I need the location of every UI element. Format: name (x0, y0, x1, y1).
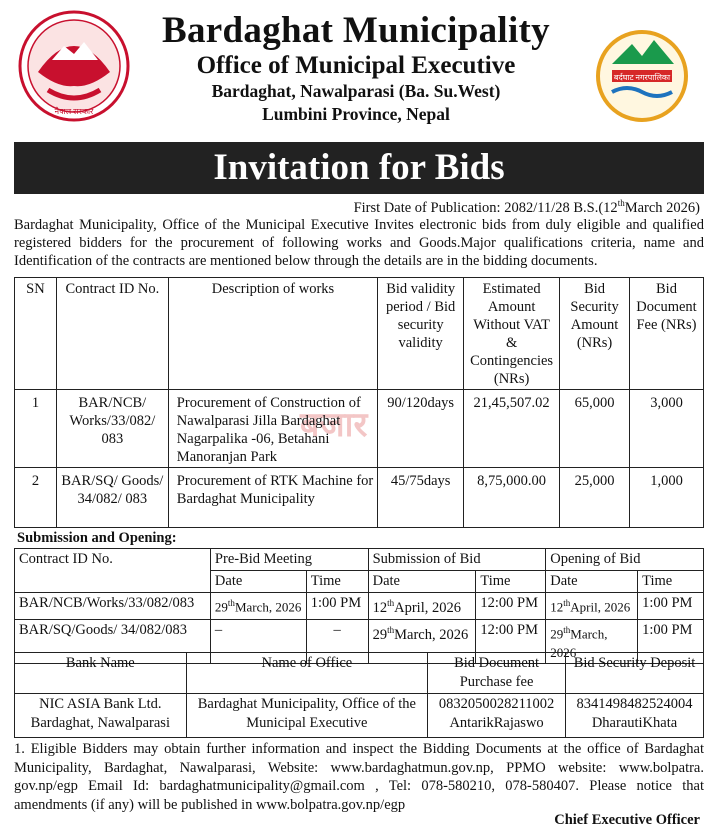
right-emblem-text: बर्दघाट नगरपालिका (613, 73, 671, 82)
col-description: Description of works (168, 278, 377, 390)
cell-prebid-date: – (210, 619, 306, 663)
col-date: Date (546, 571, 638, 593)
cell-amount: 8,75,000.00 (464, 468, 560, 528)
col-security-deposit: Bid Security Deposit (566, 653, 704, 694)
col-bid-security: Bid Security Amount (NRs) (560, 278, 630, 390)
cell-submission-date: 12thApril, 2026 (368, 593, 476, 620)
office-title: Office of Municipal Executive (196, 52, 516, 79)
cell-validity: 45/75days (378, 468, 464, 528)
cell-deposit: 8341498482524004 DharautiKhata (566, 694, 704, 738)
col-contract-id: Contract ID No. (15, 549, 211, 593)
cell-prebid-time: 1:00 PM (306, 593, 368, 620)
bids-table-header (15, 278, 704, 390)
table-row (15, 694, 704, 738)
col-document-fee: Bid Document Fee (NRs) (630, 278, 704, 390)
col-submission: Submission of Bid (368, 549, 546, 571)
col-date: Date (210, 571, 306, 593)
col-opening: Opening of Bid (546, 549, 704, 571)
col-bank-name: Bank Name (15, 653, 187, 694)
cell-bank: NIC ASIA Bank Ltd. Bardaghat, Nawalparasi (15, 694, 187, 738)
cell-description: Procurement of Construction of Nawalparasi Jilla Bardaghat Nagarpalika -06, Betahani Manoranjan Park (168, 390, 377, 468)
cell-description: Procurement of RTK Machine for Bardaghat Municipality (168, 468, 377, 528)
col-prebid: Pre-Bid Meeting (210, 549, 368, 571)
cell-purchase: 0832050028211002 AntarikRajaswo (428, 694, 566, 738)
address-line-1: Bardaghat, Nawalparasi (Ba. Su.West) (211, 81, 501, 101)
col-time: Time (638, 571, 704, 593)
cell-opening-date: 12thApril, 2026 (546, 593, 638, 620)
invitation-banner: Invitation for Bids (14, 142, 704, 194)
cell-prebid-time: – (306, 619, 368, 663)
municipality-logo-icon (582, 26, 702, 126)
col-purchase-fee: Bid Document Purchase fee (428, 653, 566, 694)
header (0, 0, 717, 142)
col-contract-id: Contract ID No. (56, 278, 168, 390)
title-block (130, 10, 582, 126)
cell-security: 25,000 (560, 468, 630, 528)
bank-table (14, 652, 704, 738)
cell-contract: BAR/SQ/Goods/ 34/082/083 (15, 619, 211, 663)
table-row (15, 390, 704, 468)
cell-security: 65,000 (560, 390, 630, 468)
signoff: Chief Executive Officer (554, 812, 700, 828)
cell-contract: BAR/SQ/ Goods/ 34/082/ 083 (56, 468, 168, 528)
cell-fee: 3,000 (630, 390, 704, 468)
cell-prebid-date: 29thMarch, 2026 (210, 593, 306, 620)
cell-contract: BAR/NCB/ Works/33/082/ 083 (56, 390, 168, 468)
cell-opening-time: 1:00 PM (638, 619, 704, 663)
col-office-name: Name of Office (186, 653, 427, 694)
notes-paragraph: 1. Eligible Bidders may obtain further information and inspect the Bidding Documents at the office of Bardaghat Municipality, Bardaghat, Nawalparasi, Website: www.bardaghatmun.gov.np, PPMO website: www.bolpatra. gov.np/egp Email Id: bardaghatmunicipality@gmail.com , Tel: 078-580210, 078-580407. Please notice that amendments (if any) will be published in www.bolpatra.gov.np/egp (14, 741, 704, 813)
nepal-emblem-icon (18, 10, 130, 122)
col-validity: Bid validity period / Bid security validity (378, 278, 464, 390)
col-estimated-amount: Estimated Amount Without VAT & Contingencies (NRs) (464, 278, 560, 390)
cell-opening-date: 29thMarch, 2026 (546, 619, 638, 663)
cell-amount: 21,45,507.02 (464, 390, 560, 468)
cell-contract: BAR/NCB/Works/33/082/083 (15, 593, 211, 620)
table-row (15, 468, 704, 528)
schedule-header-row (15, 549, 704, 571)
cell-fee: 1,000 (630, 468, 704, 528)
col-date: Date (368, 571, 476, 593)
table-row (15, 593, 704, 620)
schedule-table (14, 548, 704, 664)
cell-validity: 90/120days (378, 390, 464, 468)
bank-header-row (15, 653, 704, 694)
cell-submission-time: 12:00 PM (476, 593, 546, 620)
watermark: बजार (300, 405, 368, 445)
submission-title: Submission and Opening: (17, 530, 177, 546)
col-sn: SN (15, 278, 57, 390)
cell-sn: 2 (15, 468, 57, 528)
address-line-2: Lumbini Province, Nepal (262, 104, 450, 124)
col-time: Time (306, 571, 368, 593)
cell-office: Bardaghat Municipality, Office of the Municipal Executive (186, 694, 427, 738)
municipality-title: Bardaghat Municipality (162, 10, 550, 51)
col-time: Time (476, 571, 546, 593)
intro-paragraph: Bardaghat Municipality, Office of the Municipal Executive Invites electronic bids from duly eligible and qualified registered bidders for the procurement of following works and Goods.Major qualifications criteria, name and Identification of the contracts are mentioned below through the details are in the bidding documents. (14, 217, 704, 269)
cell-submission-time: 12:00 PM (476, 619, 546, 663)
publication-date: First Date of Publication: 2082/11/28 B.S.(12thMarch 2026) (353, 198, 700, 216)
bids-table (14, 277, 704, 528)
cell-sn: 1 (15, 390, 57, 468)
cell-opening-time: 1:00 PM (638, 593, 704, 620)
cell-submission-date: 29thMarch, 2026 (368, 619, 476, 663)
left-emblem-text: नेपाल सरकार (54, 107, 94, 116)
